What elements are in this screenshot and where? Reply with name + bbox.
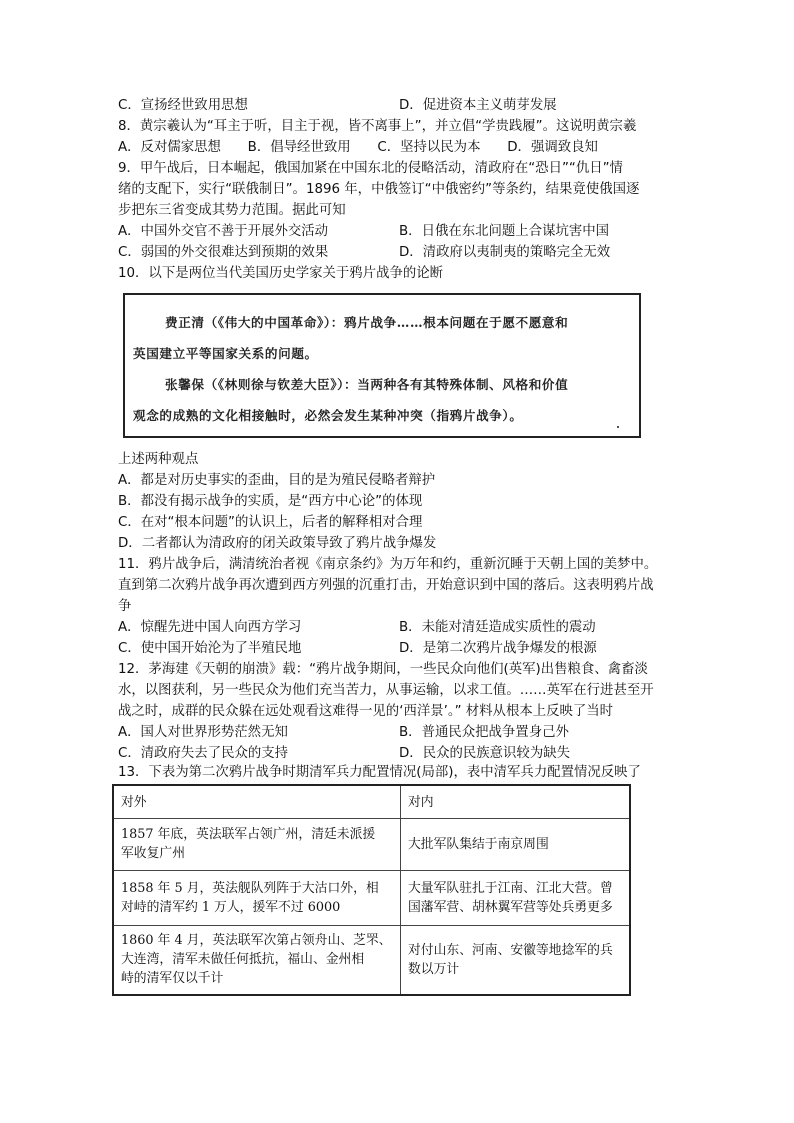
q10-option-b: B．都没有揭示战争的实质，是“西方中心论”的体现 — [118, 494, 423, 509]
q10-option-d: D．二者都认为清政府的闭关政策导致了鸦片战争爆发 — [118, 536, 437, 551]
cell-line: 国藩军营、胡林翼军营等处兵勇更多 — [408, 899, 613, 915]
scan-speck — [617, 426, 619, 428]
table-cell-domestic — [401, 870, 631, 925]
q10-option-c: C．在对“根本问题”的认识上，后者的解释相对合理 — [118, 515, 423, 530]
table-cell-domestic — [401, 819, 631, 870]
q11-option-c: C．使中国开始沦为了半殖民地 — [118, 641, 302, 656]
cell-line: 大批军队集结于南京周围 — [408, 836, 549, 852]
table-row — [113, 870, 630, 925]
q11-option-a: A．惊醒先进中国人向西方学习 — [118, 620, 302, 635]
q9-stem-line-2: 绪的支配下，实行“联俄制日”。1896 年，中俄签订“中俄密约”等条约，结果竟使俄国逐 — [118, 182, 640, 197]
table-cell-foreign — [113, 925, 401, 995]
q11-stem-line-3: 争 — [118, 599, 132, 614]
cell-line: 1858 年 5 月，英法舰队列阵于大沽口外，相 — [121, 880, 379, 896]
cell-line: 军收复广州 — [121, 846, 185, 862]
table-cell-foreign — [113, 870, 401, 925]
q12-option-a: A．国人对世界形势茫然无知 — [118, 725, 288, 740]
cell-line: 数以万计 — [408, 961, 460, 977]
cell-line: 大连湾，清军未做任何抵抗，福山、金州相 — [121, 952, 365, 968]
q8-options: A．反对儒家思想 B．倡导经世致用 C．坚持以民为本 D．强调致良知 — [118, 140, 598, 155]
table-row — [113, 925, 630, 995]
quote-chang-line-2: 观念的成熟的文化相接触时，必然会发生某种冲突（指鸦片战争）。 — [133, 408, 523, 423]
q10-option-a: A．都是对历史事实的歪曲，目的是为殖民侵略者辩护 — [118, 473, 436, 488]
q11-stem-line-1: 11．鸦片战争后，满清统治者视《南京条约》为万年和约，重新沉睡于天朝上国的美梦中。 — [118, 557, 658, 572]
q12-stem-line-1: 12．茅海建《天朝的崩溃》载：“鸦片战争期间，一些民众向他们(英军)出售粮食、禽畜淡 — [118, 662, 648, 677]
q10-quote-box — [123, 293, 641, 438]
q13-stem: 13．下表为第二次鸦片战争时期清军兵力配置情况(局部)，表中清军兵力配置情况反映了 — [118, 765, 641, 780]
q12-option-b: B．普通民众把战争置身己外 — [399, 725, 569, 740]
quote-chang-line-1: 张馨保（《林则徐与钦差大臣》）：当两种各有其特殊体制、风格和价值 — [165, 377, 569, 392]
quote-fairbank-line-2: 英国建立平等国家关系的问题。 — [133, 346, 318, 361]
cell-line: 1860 年 4 月，英法联军次第占领舟山、芝罘、 — [121, 933, 392, 949]
table-row — [113, 819, 630, 870]
cell-line: 对峙的清军约 1 万人，援军不过 6000 — [121, 899, 341, 915]
q9-option-b: B．日俄在东北问题上合谋坑害中国 — [399, 224, 610, 239]
quote-fairbank-line-1: 费正清（《伟大的中国革命》）：鸦片战争……根本问题在于愿不愿意和 — [165, 315, 569, 330]
table-header-domestic: 对内 — [401, 785, 631, 819]
cell-line: 大量军队驻扎于江南、江北大营。曾 — [408, 880, 613, 896]
q13-troop-table — [112, 784, 631, 996]
q9-stem-line-3: 步把东三省变成其势力范围。据此可知 — [118, 203, 346, 218]
cell-line: 1857 年底，英法联军占领广州，清廷未派援 — [121, 827, 376, 843]
q8-stem: 8．黄宗羲认为“耳主于听，目主于视，皆不离事上”，并立倡“学贵践履”。这说明黄宗羲 — [118, 119, 637, 134]
cell-line: 峙的清军仅以千计 — [121, 971, 224, 987]
q10-stem: 10．以下是两位当代美国历史学家关于鸦片战争的论断 — [118, 266, 444, 281]
q12-stem-line-2: 水，以图获利，另一些民众为他们充当苦力，从事运输，以求工值。……英军在行进甚至开 — [118, 683, 654, 698]
q9-option-c: C．弱国的外交很难达到预期的效果 — [118, 245, 329, 260]
q7-option-d: D．促进资本主义萌芽发展 — [399, 98, 557, 113]
q9-option-a: A．中国外交官不善于开展外交活动 — [118, 224, 329, 239]
q7-option-c: C．宣扬经世致用思想 — [118, 98, 248, 113]
table-header-foreign: 对外 — [113, 785, 401, 819]
q10-after-text: 上述两种观点 — [118, 452, 199, 467]
q11-option-b: B．未能对清廷造成实质性的震动 — [399, 620, 596, 635]
q11-option-d: D．是第二次鸦片战争爆发的根源 — [399, 641, 597, 656]
q12-stem-line-3: 战之时，成群的民众躲在远处观看这难得一见的‘西洋景’。” 材料从根本上反映了当时 — [118, 704, 614, 719]
q12-option-c: C．清政府失去了民众的支持 — [118, 746, 289, 761]
table-cell-foreign — [113, 819, 401, 870]
q9-stem-line-1: 9．甲午战后，日本崛起，俄国加紧在中国东北的侵略活动，清政府在“恐日”“仇日”情 — [118, 161, 623, 176]
q12-option-d: D．民众的民族意识较为缺失 — [399, 746, 570, 761]
q11-stem-line-2: 直到第二次鸦片战争再次遭到西方列强的沉重打击，开始意识到中国的落后。这表明鸦片战 — [118, 578, 654, 593]
cell-line: 对付山东、河南、安徽等地捻军的兵 — [408, 942, 613, 958]
q9-option-d: D．清政府以夷制夷的策略完全无效 — [399, 245, 611, 260]
table-header-row — [113, 785, 630, 819]
table-cell-domestic — [401, 925, 631, 995]
